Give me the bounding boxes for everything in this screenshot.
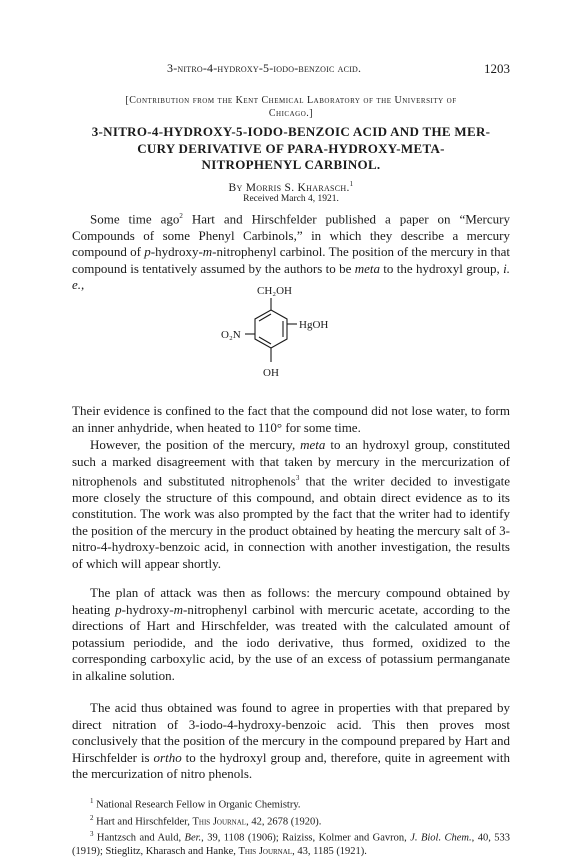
footnote-3 — [72, 828, 510, 858]
ring-double-bond — [259, 337, 271, 344]
footnote-ref: 2 — [179, 212, 183, 220]
paragraph-2 — [72, 403, 510, 436]
paragraph-3 — [72, 437, 510, 572]
received-date: Received March 4, 1921. — [243, 194, 339, 204]
footnotes — [72, 795, 510, 858]
running-title: 3-nitro-4-hydroxy-5-iodo-benzoic acid. — [167, 61, 362, 75]
text-run: that the writer decided to investigate more closely the structure of this compound, and obtain direct evidence as to its constitution. The work was also prompted by the fact that the writer had to identify the position of the mercury in the product obtained by heating the mercury salt of 3-nitro-4-hydroxy-benzoic acid, in connection with another investigation, the results of which will appear shortly. — [72, 473, 511, 571]
text-run: Their evidence is confined to the fact that the compound did not lose water, to form an inner anhydride, when heated to 110° for some time. — [72, 403, 510, 435]
substituent-left: O₂N — [221, 329, 241, 341]
author-name: Morris S. Kharasch. — [245, 181, 350, 194]
contribution-note — [72, 94, 510, 120]
text-run: Hart and Hirschfelder published a paper on “Mercury Compounds of some Phenyl Carbinols,” in which they describe a mercury compound of — [72, 211, 510, 260]
italic-run: p — [144, 244, 151, 260]
text-run: to an hydroxyl group, constituted such a marked disagreement with that taken by mercury in the mercurization of nitrophenols and substituted nitrophenols — [72, 437, 511, 489]
text-run: Hart and Hirschfelder, — [93, 816, 193, 827]
italic-run: p — [115, 601, 122, 617]
substituent-top: CH₂OH — [257, 285, 293, 297]
running-head — [72, 61, 510, 79]
text-run: Some time ago — [90, 211, 180, 227]
footnote-2 — [72, 812, 510, 829]
text-run: Hantzsch and Auld, — [93, 832, 185, 844]
title-line-2: CURY DERIVATIVE OF PARA-HYDROXY-META- — [137, 140, 445, 156]
italic-run: meta — [354, 260, 380, 276]
paragraph-5 — [72, 700, 510, 783]
text-run: -nitrophenyl carbinol with mercuric acetate, according to the directions of Hart and Hirschfelder, was treated with the calculated amount of potassium periodide, and the iodo derivative, thus formed, oxidized to the corresponding carboxylic acid, by the use of an excess of potassium permanganate in alkaline solution. — [72, 601, 510, 683]
text-run: , 40, 533 (1919); Stieglitz, Kharasch and Hanke, — [72, 832, 511, 857]
benzene-ring-diagram — [221, 280, 365, 400]
contribution-line-2: Chicago.] — [268, 108, 314, 119]
footnote-ref: 1 — [349, 180, 354, 188]
italic-run: m — [173, 601, 184, 617]
footnote-number: 2 — [90, 813, 94, 822]
journal-name: This Journal — [238, 845, 293, 857]
substituent-right: HgOH — [299, 319, 329, 331]
text-run: , 42, 2678 (1920). — [246, 816, 322, 827]
text-run: to the hydroxyl group, — [379, 260, 504, 276]
journal-name: This Journal — [192, 816, 247, 827]
text-run: National Research Fellow in Organic Chemistry. — [93, 799, 301, 811]
text-run: The acid thus obtained was found to agree in properties with that prepared by direct nitration of 3-iodo-4-hydroxy-benzoic acid. This then proves most conclusively that the position of the mercury in the compound prepared by Hart and Hirschfelder is — [72, 700, 510, 765]
italic-run: i. e., — [72, 260, 510, 293]
title-line-3: NITROPHENYL CARBINOL. — [201, 157, 381, 172]
italic-run: Ber. — [184, 832, 202, 844]
title-line-1: 3-NITRO-4-HYDROXY-5-IODO-BENZOIC ACID AND THE MER- — [91, 124, 491, 139]
text-run: to the hydroxyl group and, therefore, quite in agreement with the mercurization of nitro phenols. — [72, 749, 511, 781]
italic-run: ortho — [153, 749, 182, 765]
italic-run: J. Biol. Chem. — [410, 832, 472, 844]
italic-run: m — [202, 244, 213, 260]
footnote-number: 1 — [90, 797, 94, 805]
ring-double-bond — [259, 314, 271, 321]
substituent-bottom: OH — [263, 367, 279, 379]
text-run: -hydroxy- — [150, 244, 203, 260]
footnote-ref: 3 — [295, 474, 300, 482]
author-by: By — [228, 181, 246, 194]
footnote-1 — [72, 795, 510, 812]
text-run: , 43, 1185 (1921). — [292, 845, 367, 857]
footnote-number: 3 — [90, 830, 94, 838]
author-line — [72, 180, 510, 194]
text-run: -hydroxy- — [121, 601, 174, 617]
text-run: , 39, 1108 (1906); Raiziss, Kolmer and Gavron, — [201, 832, 411, 844]
italic-run: meta — [300, 437, 326, 452]
contribution-line-1: [Contribution from the Kent Chemical Laboratory of the University of — [125, 95, 457, 106]
structural-formula — [221, 280, 365, 400]
page-number: 1203 — [484, 61, 510, 76]
text-run: -nitrophenyl carbinol. The position of the mercury in that compound is tentatively assumed by the authors to be — [72, 244, 511, 276]
article-title — [72, 124, 510, 174]
paragraph-4 — [72, 585, 510, 684]
text-run: The plan of attack was then as follows: the mercury compound obtained by heating — [72, 585, 510, 617]
benzene-ring — [255, 310, 287, 348]
text-run: However, the position of the mercury, — [90, 437, 301, 452]
